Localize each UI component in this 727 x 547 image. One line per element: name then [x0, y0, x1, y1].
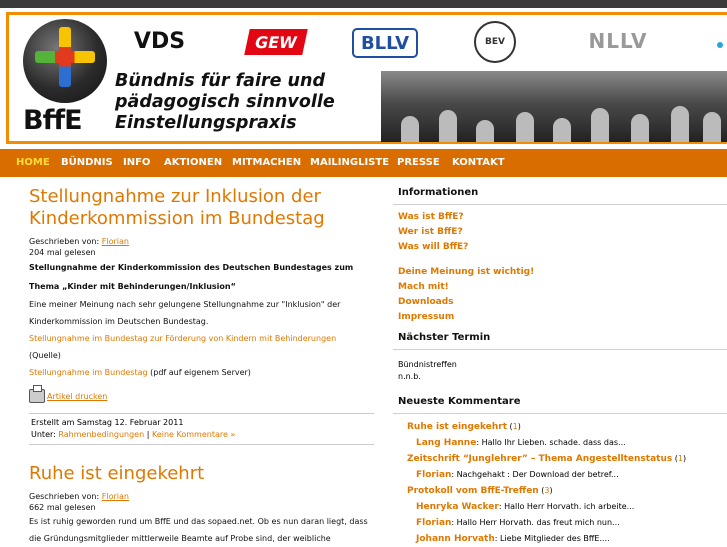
slogan-line-1: Bündnis für faire und — [115, 71, 325, 91]
partner-logo-bev[interactable]: BEV — [474, 21, 516, 63]
author-label: Geschrieben von: — [29, 237, 100, 246]
author-label-2: Geschrieben von: — [29, 492, 100, 501]
nav-buendnis[interactable]: BÜNDNIS — [61, 157, 113, 168]
comments-heading: Neueste Kommentare — [393, 395, 727, 414]
view-count: 204 mal gelesen — [29, 248, 96, 257]
article-body — [29, 258, 374, 381]
comment-author[interactable]: Henryka Wacker — [416, 502, 499, 512]
comment-topic-2[interactable]: Zeitschrift “Junglehrer” – Thema Angestelltenstatus — [407, 454, 673, 464]
nav-info[interactable]: INFO — [123, 157, 151, 168]
comment-text: : Liebe Mitglieder des BffE.... — [494, 534, 610, 543]
link-meinung[interactable]: Deine Meinung ist wichtig! — [398, 267, 535, 277]
decorative-dot — [717, 42, 723, 48]
recent-comments: Ruhe ist eingekehrt (1) Lang Hanne: Hallo Ihr Lieben. schade. dass das... Zeitschrift “Junglehrer” – Thema Angestelltenstatus (1) Florian: Nachgehakt : Der Download der betref... Protokoll vom BffE-Treffen (3) Henryka Wacker: Hallo Herr Horvath. ich arbeite... Florian: Hallo Herr Horvath. das freut mich nun... Johann Horvath: Liebe Mitglieder des BffE.... — [393, 414, 727, 547]
comment-author[interactable]: Johann Horvath — [416, 534, 495, 544]
article-meta — [29, 236, 374, 247]
category-link[interactable]: Rahmenbedingungen — [58, 430, 145, 439]
comments-link[interactable]: Keine Kommentare » — [151, 430, 236, 439]
info-heading: Informationen — [393, 186, 727, 205]
print-row — [29, 389, 374, 403]
comment-item — [407, 499, 727, 515]
termin-name: Bündnistreffen — [398, 360, 457, 369]
main-content — [29, 186, 374, 547]
termin-block — [393, 350, 727, 383]
logo-cross-horizontal — [35, 51, 95, 63]
author-link-2[interactable]: Florian — [101, 492, 129, 501]
sidebar — [393, 186, 727, 547]
header-photo — [381, 71, 727, 142]
partner-logo-vds[interactable]: VDS — [133, 28, 186, 54]
nav-home[interactable]: HOME — [16, 157, 50, 168]
slogan — [115, 71, 335, 134]
nav-kontakt[interactable]: KONTAKT — [452, 157, 505, 168]
top-bar — [0, 0, 727, 8]
article-2-body — [29, 513, 374, 547]
header-banner — [6, 12, 727, 144]
author-link[interactable]: Florian — [101, 237, 129, 246]
comment-author[interactable]: Florian — [416, 470, 452, 480]
footer-separator: | — [144, 430, 152, 439]
comment-text: : Hallo Ihr Lieben. schade. dass das... — [476, 438, 626, 447]
nav-mitmachen[interactable]: MITMACHEN — [232, 157, 302, 168]
article-footer — [29, 413, 374, 445]
link-downloads[interactable]: Downloads — [398, 297, 454, 307]
partner-logo-nllv[interactable]: NLLV — [588, 29, 648, 53]
nav-presse[interactable]: PRESSE — [397, 157, 440, 168]
comment-item — [407, 515, 727, 531]
slogan-line-2: pädagogisch sinnvolle — [115, 92, 335, 112]
comment-author[interactable]: Florian — [416, 518, 452, 528]
article-link-1[interactable]: Stellungnahme im Bundestag zur Förderung von Kindern mit Behinderungen — [29, 334, 337, 343]
main-navigation — [0, 149, 727, 177]
nav-aktionen[interactable]: AKTIONEN — [164, 157, 223, 168]
comment-text: : Nachgehakt : Der Download der betref... — [451, 470, 619, 479]
article-paragraph: Eine meiner Meinung nach sehr gelungene Stellungnahme zur "Inklusion" der Kinderkommission im Deutschen Bundestag. — [29, 300, 341, 326]
article-2-paragraph: Es ist ruhig geworden rund um BffE und das sopaed.net. Ob es nun daran liegt, dass die Gründungsmitglieder mittlerweile Beamte auf Probe sind, der weibliche — [29, 517, 368, 543]
slogan-line-3: Einstellungspraxis — [115, 113, 297, 133]
link-impressum[interactable]: Impressum — [398, 312, 455, 322]
link-wer-ist[interactable]: Wer ist BffE? — [398, 227, 463, 237]
comment-count-1[interactable]: 1 — [512, 422, 518, 431]
source-text: (Quelle) — [29, 351, 61, 360]
termin-heading: Nächster Termin — [393, 331, 727, 350]
printer-icon[interactable] — [29, 389, 45, 403]
link-mach-mit[interactable]: Mach mit! — [398, 282, 449, 292]
termin-date: n.n.b. — [398, 372, 421, 381]
comment-count-2[interactable]: 1 — [677, 454, 683, 463]
article-link-2[interactable]: Stellungnahme im Bundestag — [29, 368, 148, 377]
view-count-2: 662 mal gelesen — [29, 503, 96, 512]
comment-count-3[interactable]: 3 — [544, 486, 550, 495]
article-2-meta — [29, 491, 374, 502]
comment-author[interactable]: Lang Hanne — [416, 438, 477, 448]
partner-logo-gew[interactable]: GEW — [244, 29, 308, 55]
link-was-will[interactable]: Was will BffE? — [398, 242, 469, 252]
print-link[interactable]: Artikel drucken — [47, 391, 108, 401]
article-subheading: Stellungnahme der Kinderkommission des Deutschen Bundestages zum Thema „Kinder mit Behinderungen/Inklusion“ — [29, 263, 354, 291]
comment-item — [407, 467, 727, 483]
comment-text: : Hallo Herr Horvath. ich arbeite... — [498, 502, 635, 511]
info-links — [393, 205, 727, 325]
under-label: Unter: — [31, 430, 59, 439]
logo-text: BffE — [23, 105, 82, 136]
created-date: Erstellt am Samstag 12. Februar 2011 — [31, 418, 184, 427]
comment-topic-1[interactable]: Ruhe ist eingekehrt — [407, 422, 507, 432]
bffe-logo[interactable] — [23, 19, 107, 103]
partner-logo-bllv[interactable]: BLLV — [352, 28, 418, 58]
comment-text: : Hallo Herr Horvath. das freut mich nun... — [451, 518, 620, 527]
link-was-ist[interactable]: Was ist BffE? — [398, 212, 464, 222]
nav-mailingliste[interactable]: MAILINGLISTE — [310, 157, 390, 168]
comment-item — [407, 435, 727, 451]
comment-topic-3[interactable]: Protokoll vom BffE-Treffen — [407, 486, 539, 496]
article-title-2[interactable]: Ruhe ist eingekehrt — [29, 463, 205, 484]
article-title[interactable]: Stellungnahme zur Inklusion der Kinderkommission im Bundestag — [29, 186, 325, 229]
link-2-suffix: (pdf auf eigenem Server) — [147, 368, 251, 377]
